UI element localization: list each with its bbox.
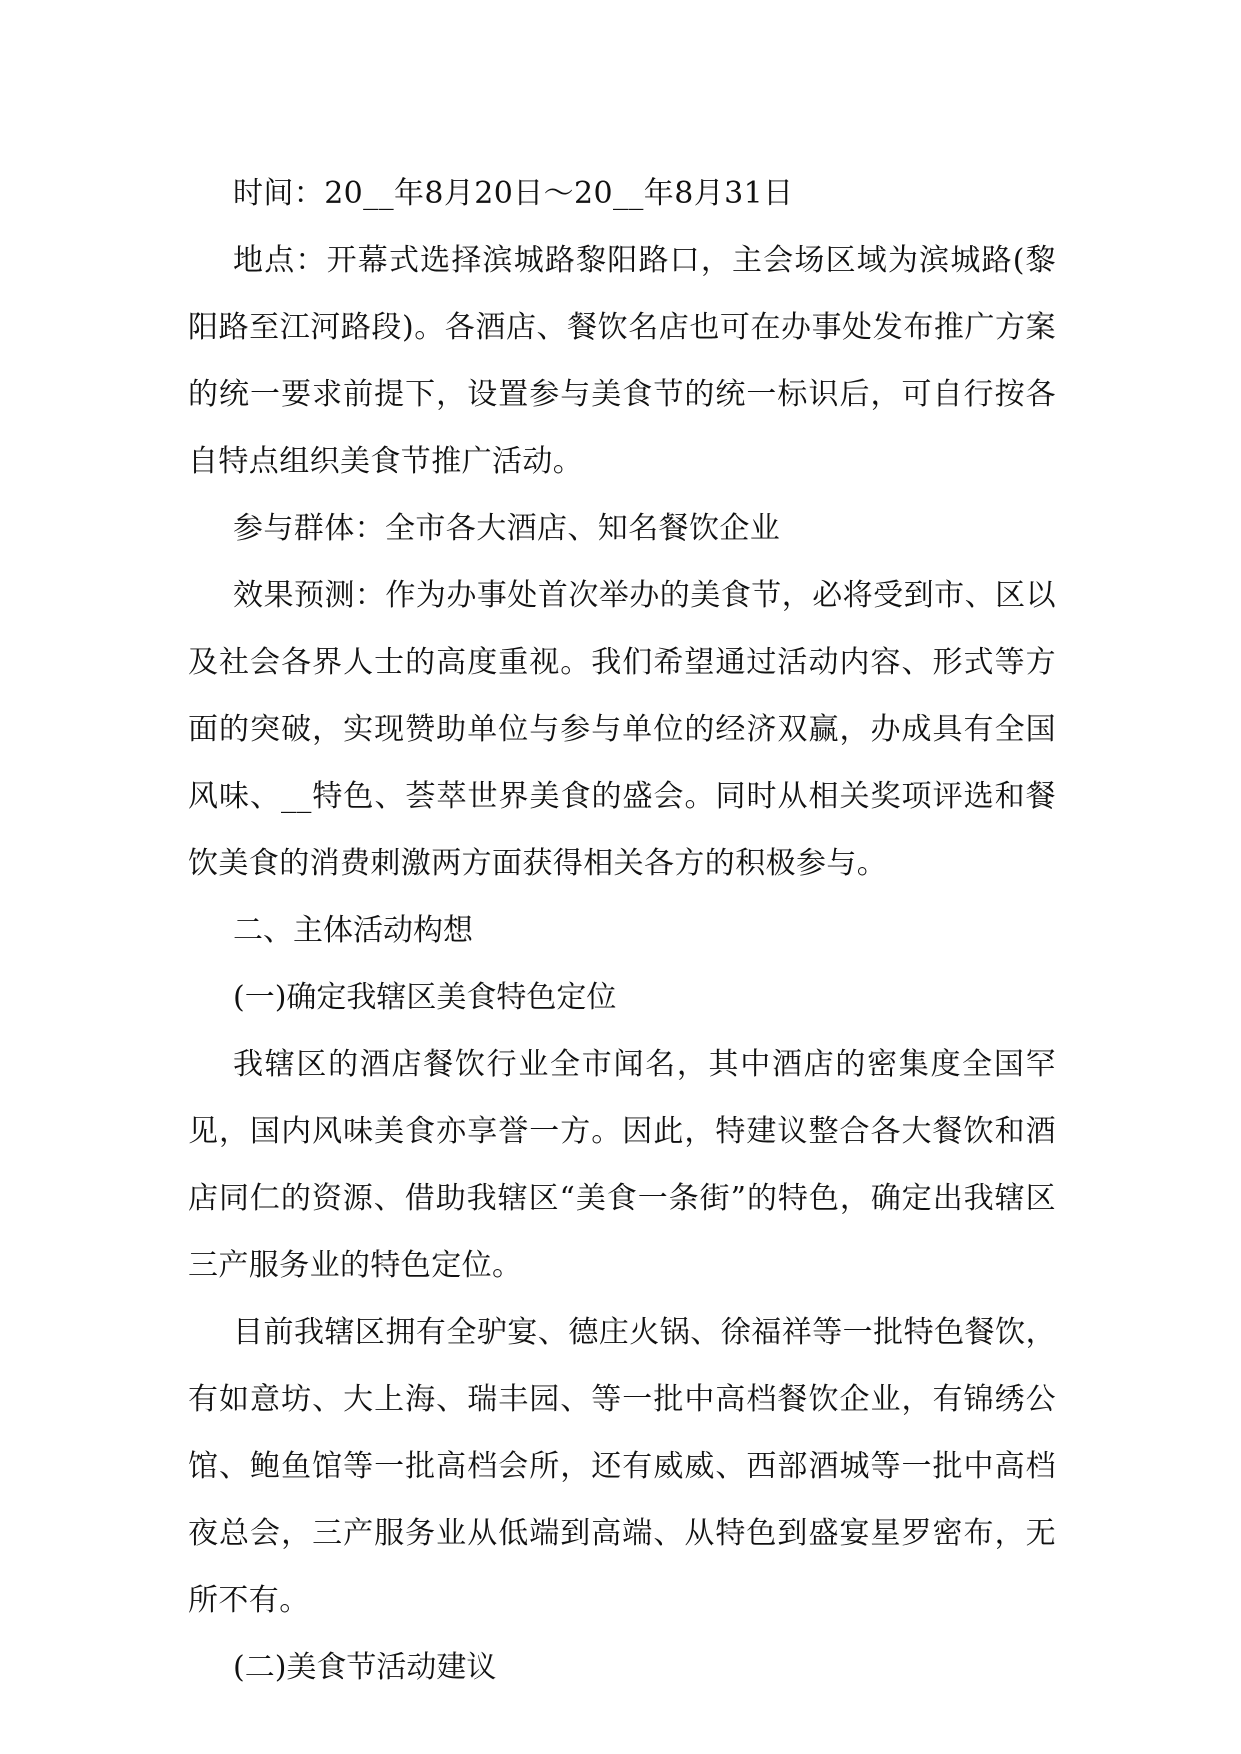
subsection-heading-suggestions: (二)美食节活动建议 [233, 1650, 497, 1685]
positioning-paragraph: 我辖区的酒店餐饮行业全市闻名，其中酒店的密集度全国罕见，国内风味美食亦享誉一方。因此，特建议整合各大餐饮和酒店同仁的资源、借助我辖区“美食一条街”的特色，确定出我辖区三产服务业的特色定位。 [188, 1047, 1056, 1283]
document-page [188, 160, 1056, 1701]
participants-paragraph: 参与群体：全市各大酒店、知名餐饮企业 [233, 511, 781, 546]
expected-effect-paragraph: 效果预测：作为办事处首次举办的美食节，必将受到市、区以及社会各界人士的高度重视。我们希望通过活动内容、形式等方面的突破，实现赞助单位与参与单位的经济双赢，办成具有全国风味、__特色、荟萃世界美食的盛会。同时从相关奖项评选和餐饮美食的消费刺激两方面获得相关各方的积极参与。 [188, 578, 1056, 881]
event-time-paragraph: 时间：20__年8月20日～20__年8月31日 [233, 176, 794, 211]
event-location-paragraph: 地点：开幕式选择滨城路黎阳路口，主会场区域为滨城路(黎阳路至江河路段)。各酒店、餐饮名店也可在办事处发布推广方案的统一要求前提下，设置参与美食节的统一标识后，可自行按各自特点组织美食节推广活动。 [188, 243, 1056, 479]
subsection-heading-positioning: (一)确定我辖区美食特色定位 [233, 980, 617, 1015]
section-heading-main-activity: 二、主体活动构想 [233, 913, 473, 948]
current-status-paragraph: 目前我辖区拥有全驴宴、德庄火锅、徐福祥等一批特色餐饮，有如意坊、大上海、瑞丰园、等一批中高档餐饮企业，有锦绣公馆、鲍鱼馆等一批高档会所，还有威威、西部酒城等一批中高档夜总会，三产服务业从低端到高端、从特色到盛宴星罗密布，无所不有。 [188, 1315, 1056, 1618]
